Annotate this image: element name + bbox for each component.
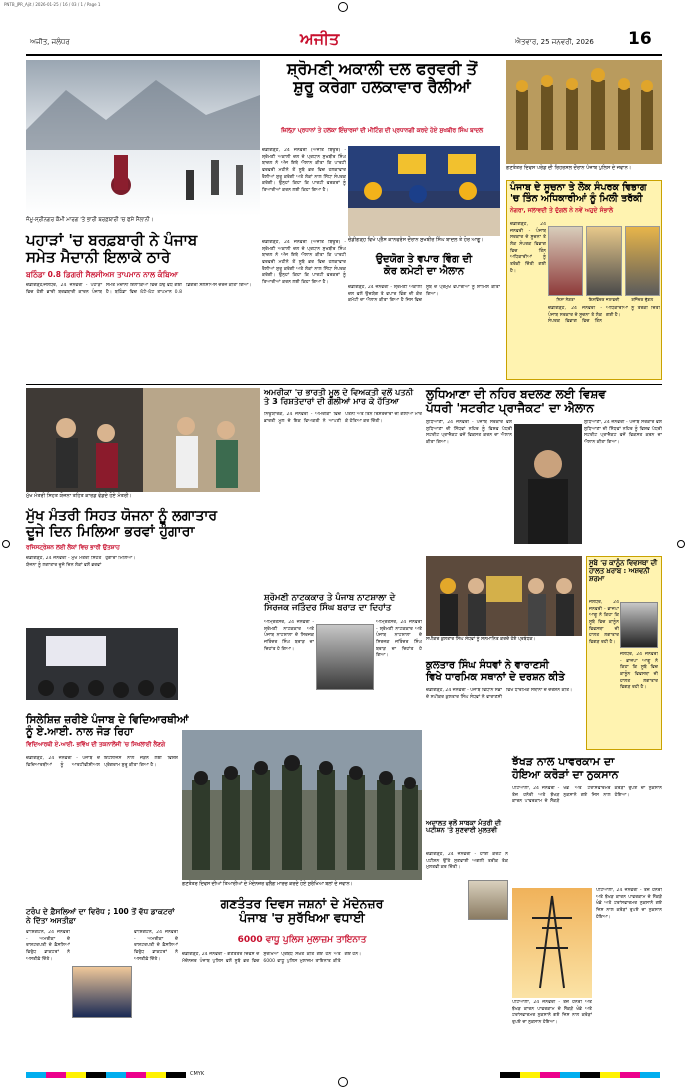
- education-scene: [26, 628, 178, 700]
- court-photo: [468, 880, 508, 920]
- diamond-headline-line1: ਅਮਰੀਕਾ 'ਚ ਭਾਰਤੀ ਮੂਲ ਦੇ ਵਿਅਕਤੀ ਵਲੋਂ ਪਤਨੀ: [264, 387, 414, 397]
- powercom-body-cont: ਪਟਿਆਲਾ, 24 ਜਨਵਰੀ - ਤੇਜ਼ ਹਨੇਰੀ ਅਤੇ ਝੱਖੜ ਕਾਰਨ ਪਾਵਰਕਾਮ ਦੇ ਸੈਂਕੜੇ ਖੰਭੇ ਅਤੇ ਟਰਾਂਸਫਾਰਮਰ ਨੁਕਸਾਨੇ ਗਏ ਜਿਸ ਨਾਲ ਕਰੋੜਾਂ ਰੁਪਏ ਦਾ ਨੁਕਸਾਨ ਹੋਇਆ।: [596, 888, 662, 920]
- cm-scheme-photo: [26, 388, 260, 492]
- snow-headline-line1: ਪਹਾੜਾਂ 'ਚ ਬਰਫ਼ਬਾਰੀ ਨੇ ਪੰਜਾਬ: [26, 231, 198, 249]
- masthead-title: ਅਜੀਤ: [300, 29, 340, 48]
- canal-photo: [514, 424, 582, 544]
- promotions-body-cont: ਚੰਡੀਗੜ੍ਹ, 24 ਜਨਵਰੀ - ਪੰਜਾਬ ਸਰਕਾਰ ਦੇ ਸੂਚਨਾ ਤੇ ਲੋਕ ਸੰਪਰਕ ਵਿਭਾਗ ਵਿਚ ਤਿੰਨ ਅਧਿਕਾਰੀਆਂ ਨੂੰ ਤਰੱਕੀ ਦਿੱਤੀ ਗਈ ਹੈ।: [548, 306, 660, 325]
- security-headline: [182, 897, 422, 926]
- trump-headline: ਟਰੰਪ ਦੇ ਫ਼ੈਸਲਿਆਂ ਦਾ ਵਿਰੋਧ ; 100 ਤੋਂ ਵੱਧ ਡਾਕਟਰਾਂ ਨੇ ਦਿੱਤਾ ਅਸਤੀਫ਼ਾ: [26, 907, 175, 925]
- canal-headline: [426, 388, 662, 416]
- cm-scheme-headline: [26, 508, 260, 540]
- education-subhead: ਵਿਦਿਆਰਥੀ ਏ.ਆਈ. ਭਵਿੱਖ ਦੀ ਤਕਨਾਲੋਜੀ 'ਚ ਸਿਖਲਾਈ ਲੈਣਗੇ: [26, 742, 166, 748]
- trump-photo: [72, 966, 132, 1018]
- registration-mark-icon: [2, 540, 10, 548]
- industry-headline-line1: ਉਦਯੋਗ ਤੇ ਵਪਾਰ ਵਿੰਗ ਦੀ: [375, 254, 473, 265]
- canal-body: ਲੁਧਿਆਣਾ, 24 ਜਨਵਰੀ - ਪੰਜਾਬ ਸਰਕਾਰ ਵਲੋਂ ਲੁਧਿਆਣਾ ਦੀ ਸਿੱਧਵਾਂ ਨਹਿਰ ਨੂੰ ਵਿਸ਼ਵ ਪੱਧਰੀ ਸਟਰੀਟ ਪ੍ਰਾਜੈਕਟ ਵਜੋਂ ਵਿਕਸਤ ਕਰਨ ਦਾ ਐਲਾਨ ਕੀਤਾ ਗਿਆ।: [426, 420, 512, 445]
- kultar-headline-line2: ਵਿਖੇ ਧਾਰਮਿਕ ਸਥਾਨਾਂ ਦੇ ਦਰਸ਼ਨ ਕੀਤੇ: [426, 671, 565, 683]
- security-subhead: 6000 ਵਾਧੂ ਪੁਲਿਸ ਮੁਲਾਜ਼ਮ ਤਾਇਨਾਤ: [237, 935, 367, 945]
- masthead-date: ਐਤਵਾਰ, 25 ਜਨਵਰੀ, 2026: [515, 38, 594, 46]
- security-headline-line1: ਗਣਤੰਤਰ ਦਿਵਸ ਜਸ਼ਨਾਂ ਦੇ ਮੱਦੇਨਜ਼ਰ: [220, 896, 384, 911]
- trump-body: ਵਾਸ਼ਿੰਗਟਨ, 24 ਜਨਵਰੀ - ਅਮਰੀਕਾ ਦੇ ਰਾਸ਼ਟਰਪਤੀ ਦੇ ਫ਼ੈਸਲਿਆਂ ਵਿਰੁੱਧ ਡਾਕਟਰਾਂ ਨੇ ਅਸਤੀਫ਼ੇ ਦਿੱਤੇ।: [26, 930, 70, 962]
- powercom-headline: [512, 756, 662, 781]
- canal-body-cont: ਲੁਧਿਆਣਾ, 24 ਜਨਵਰੀ - ਪੰਜਾਬ ਸਰਕਾਰ ਵਲੋਂ ਲੁਧਿਆਣਾ ਦੀ ਸਿੱਧਵਾਂ ਨਹਿਰ ਨੂੰ ਵਿਸ਼ਵ ਪੱਧਰੀ ਸਟਰੀਟ ਪ੍ਰਾਜੈਕਟ ਵਜੋਂ ਵਿਕਸਤ ਕਰਨ ਦਾ ਐਲਾਨ ਕੀਤਾ ਗਿਆ।: [584, 420, 662, 445]
- court-headline: ਅਦਾਲਤ ਵਲੋਂ ਸਾਬਕਾ ਮੰਤਰੀ ਦੀ ਪਟੀਸ਼ਨ 'ਤੇ ਸੁਣਵਾਈ ਮੁਲਤਵੀ: [426, 819, 502, 835]
- akali-body: ਚੰਡੀਗੜ੍ਹ, 24 ਜਨਵਰੀ (ਅਜੀਤ ਬਿਊਰੋ) - ਸ਼੍ਰੋਮਣੀ ਅਕਾਲੀ ਦਲ ਦੇ ਪ੍ਰਧਾਨ ਸੁਖਬੀਰ ਸਿੰਘ ਬਾਦਲ ਨੇ ਅੱਜ ਇਥੇ ਐਲਾਨ ਕੀਤਾ ਕਿ ਪਾਰਟੀ ਫਰਵਰੀ ਮਹੀਨੇ ਤੋਂ ਸੂਬੇ ਭਰ ਵਿਚ ਹਲਕਾਵਾਰ ਰੈਲੀਆਂ ਸ਼ੁਰੂ ਕਰੇਗੀ ਅਤੇ ਲੋਕਾਂ ਨਾਲ ਸਿੱਧਾ ਸੰਪਰਕ ਕਰੇਗੀ। ਉਨ੍ਹਾਂ ਕਿਹਾ ਕਿ ਪਾਰਟੀ ਵਰਕਰਾਂ ਨੂੰ ਤਿਆਰੀਆਂ ਕਰਨ ਲਈ ਕਿਹਾ ਗਿਆ ਹੈ।: [262, 148, 346, 193]
- akali-photo-caption: ਚੰਡੀਗੜ੍ਹ ਵਿਖੇ ਪ੍ਰੈੱਸ ਕਾਨਫਰੰਸ ਦੌਰਾਨ ਸੁਖਬੀਰ ਸਿੰਘ ਬਾਦਲ ਤੇ ਹੋਰ ਆਗੂ।: [348, 237, 484, 243]
- power-tower-icon: [512, 888, 592, 998]
- powercom-headline-line2: ਹੋਇਆ ਕਰੋੜਾਂ ਦਾ ਨੁਕਸਾਨ: [512, 767, 619, 781]
- powercom-body-cont2: ਪਟਿਆਲਾ, 24 ਜਨਵਰੀ - ਤੇਜ਼ ਹਨੇਰੀ ਅਤੇ ਝੱਖੜ ਕਾਰਨ ਪਾਵਰਕਾਮ ਦੇ ਸੈਂਕੜੇ ਖੰਭੇ ਅਤੇ ਟਰਾਂਸਫਾਰਮਰ ਨੁਕਸਾਨੇ ਗਏ ਜਿਸ ਨਾਲ ਕਰੋੜਾਂ ਰੁਪਏ ਦਾ ਨੁਕਸਾਨ ਹੋਇਆ।: [512, 1000, 592, 1025]
- masthead-rule: [26, 54, 662, 56]
- cm-scheme-headline-line1: ਮੁੱਖ ਮੰਤਰੀ ਸਿਹਤ ਯੋਜਨਾ ਨੂੰ ਲਗਾਤਾਰ: [26, 508, 218, 524]
- akali-photo: [348, 146, 500, 236]
- cm-scheme-body: ਚੰਡੀਗੜ੍ਹ, 24 ਜਨਵਰੀ - ਮੁੱਖ ਮੰਤਰੀ ਸਿਹਤ ਯੋਜਨਾ ਨੂੰ ਲਗਾਤਾਰ ਦੂਜੇ ਦਿਨ ਲੋਕਾਂ ਵਲੋਂ ਭਰਵਾਂ ਹੁੰਗਾਰਾ ਮਿਲਿਆ।: [26, 556, 136, 568]
- print-slug: PNTB_JPR_Ajit / 2026-01-25 / 16 / 03 / 1 / Page 1: [4, 2, 101, 7]
- security-body: ਚੰਡੀਗੜ੍ਹ, 24 ਜਨਵਰੀ - ਗਣਤੰਤਰ ਦਿਵਸ ਦੇ ਮੱਦੇਨਜ਼ਰ ਪੰਜਾਬ ਪੁਲਿਸ ਵਲੋਂ ਸੂਬੇ ਭਰ ਵਿਚ ਸੁਰੱਖਿਆ ਪ੍ਰਬੰਧ ਸਖ਼ਤ ਕੀਤੇ ਗਏ ਹਨ ਅਤੇ 6000 ਵਾਧੂ ਪੁਲਿਸ ਮੁਲਾਜ਼ਮ ਤਾਇਨਾਤ ਕੀਤੇ ਗਏ ਹਨ।: [182, 952, 362, 964]
- person-name: ਨਿਸ਼ਾ ਨੇਗਰਾ: [556, 297, 575, 302]
- powercom-body: ਪਟਿਆਲਾ, 24 ਜਨਵਰੀ - ਤੇਜ਼ ਹਨੇਰੀ ਅਤੇ ਝੱਖੜ ਕਾਰਨ ਪਾਵਰਕਾਮ ਦੇ ਸੈਂਕੜੇ ਖੰਭੇ ਅਤੇ ਟਰਾਂਸਫਾਰਮਰ ਨੁਕਸਾਨੇ ਗਏ ਜਿਸ ਨਾਲ ਕਰੋੜਾਂ ਰੁਪਏ ਦਾ ਨੁਕਸਾਨ ਹੋਇਆ।: [512, 786, 662, 805]
- promotions-subhead: ਨੇਗਰਾ, ਜਲਾਵਦੀ ਤੇ ਦੁੱਗਲ ਨੇ ਨਵੇਂ ਅਹੁਦੇ ਸੰਭਾਲੇ: [510, 207, 614, 214]
- diamond-headline-line2: ਤੇ 3 ਰਿਸ਼ਤੇਦਾਰਾਂ ਦੀ ਗੋਲੀਆਂ ਮਾਰ ਕੇ ਹੱਤਿਆ: [264, 396, 400, 407]
- promotions-headline: [510, 183, 660, 205]
- theatre-headline: [264, 594, 422, 614]
- canal-headline-line2: ਪੱਧਰੀ 'ਸਟਰੀਟ ਪ੍ਰਾਜੈਕਟ' ਦਾ ਐਲਾਨ: [426, 400, 594, 415]
- akali-body-cont: ਚੰਡੀਗੜ੍ਹ, 24 ਜਨਵਰੀ (ਅਜੀਤ ਬਿਊਰੋ) - ਸ਼੍ਰੋਮਣੀ ਅਕਾਲੀ ਦਲ ਦੇ ਪ੍ਰਧਾਨ ਸੁਖਬੀਰ ਸਿੰਘ ਬਾਦਲ ਨੇ ਅੱਜ ਇਥੇ ਐਲਾਨ ਕੀਤਾ ਕਿ ਪਾਰਟੀ ਫਰਵਰੀ ਮਹੀਨੇ ਤੋਂ ਸੂਬੇ ਭਰ ਵਿਚ ਹਲਕਾਵਾਰ ਰੈਲੀਆਂ ਸ਼ੁਰੂ ਕਰੇਗੀ ਅਤੇ ਲੋਕਾਂ ਨਾਲ ਸਿੱਧਾ ਸੰਪਰਕ ਕਰੇਗੀ। ਉਨ੍ਹਾਂ ਕਿਹਾ ਕਿ ਪਾਰਟੀ ਵਰਕਰਾਂ ਨੂੰ ਤਿਆਰੀਆਂ ਕਰਨ ਲਈ ਕਿਹਾ ਗਿਆ ਹੈ।: [262, 240, 346, 285]
- industry-body: ਚੰਡੀਗੜ੍ਹ, 24 ਜਨਵਰੀ - ਸ਼੍ਰੋਮਣੀ ਅਕਾਲੀ ਦਲ ਵਲੋਂ ਉਦਯੋਗ ਤੇ ਵਪਾਰ ਵਿੰਗ ਦੀ ਕੋਰ ਕਮੇਟੀ ਦਾ ਐਲਾਨ ਕੀਤਾ ਗਿਆ ਹੈ ਜਿਸ ਵਿਚ ਸੂਬੇ ਦੇ ਪ੍ਰਮੁੱਖ ਵਪਾਰੀਆਂ ਨੂੰ ਸ਼ਾਮਿਲ ਕੀਤਾ ਗਿਆ।: [348, 285, 500, 304]
- masthead-left: ਅਜੀਤ, ਜਲੰਧਰ: [30, 38, 70, 46]
- person-name: ਰਜਿੰਦਰ ਦੁੱਗਲ: [631, 297, 654, 302]
- portrait: [625, 226, 660, 296]
- aman-arora-body-cont: ਜਲੰਧਰ, 24 ਜਨਵਰੀ - ਭਾਜਪਾ ਆਗੂ ਨੇ ਕਿਹਾ ਕਿ ਸੂਬੇ ਵਿਚ ਕਾਨੂੰਨ ਵਿਵਸਥਾ ਦੀ ਹਾਲਤ ਲਗਾਤਾਰ ਵਿਗੜ ਰਹੀ ਹੈ।: [620, 652, 658, 691]
- snow-body: ਚੰਡੀਗੜ੍ਹ/ਜਲੰਧਰ, 24 ਜਨਵਰੀ - ਪਹਾੜਾਂ ਵਿਚ ਹੋਈ ਭਾਰੀ ਬਰਫ਼ਬਾਰੀ ਕਾਰਨ ਪੰਜਾਬ ਸਮੇਤ ਮੈਦਾਨੀ ਇਲਾਕਿਆਂ ਵਿਚ ਠੰਢ ਵਧ ਗਈ ਹੈ। ਬਠਿੰਡਾ ਵਿਚ ਘੱਟੋ-ਘੱਟ ਤਾਪਮਾਨ 0.8 ਡਿਗਰੀ ਸੈਲਸੀਅਸ ਦਰਜ ਕੀਤਾ ਗਿਆ।: [26, 283, 252, 295]
- registration-mark-icon: [338, 1077, 348, 1087]
- registration-mark-icon: [677, 540, 685, 548]
- promotions-portraits: [548, 226, 660, 296]
- kultar-headline: [426, 660, 582, 683]
- snow-headline: [26, 232, 262, 267]
- kultar-headline-line1: ਕੁਲਤਾਰ ਸਿੰਘ ਸੰਧਵਾਂ ਨੇ ਵਾਰਾਣਸੀ: [426, 660, 549, 671]
- snow-scene: [26, 60, 260, 216]
- theatre-body-cont: ਅੰਮ੍ਰਿਤਸਰ, 24 ਜਨਵਰੀ - ਸ਼੍ਰੋਮਣੀ ਨਾਟਕਕਾਰ ਅਤੇ ਪੰਜਾਬ ਨਾਟਸ਼ਾਲਾ ਦੇ ਸਿਰਜਕ ਜਤਿੰਦਰ ਸਿੰਘ ਬਰਾੜ ਦਾ ਦਿਹਾਂਤ ਹੋ ਗਿਆ।: [376, 620, 422, 659]
- portrait: [586, 226, 621, 296]
- promotions-headline-line2: 'ਚ ਤਿੰਨ ਅਧਿਕਾਰੀਆਂ ਨੂੰ ਮਿਲੀ ਤਰੱਕੀ: [510, 192, 643, 204]
- powercom-photo: [512, 888, 592, 998]
- court-body: ਚੰਡੀਗੜ੍ਹ, 24 ਜਨਵਰੀ - ਹਾਈ ਕੋਰਟ ਨੇ ਪਟੀਸ਼ਨ ਉੱਤੇ ਸੁਣਵਾਈ ਅਗਲੀ ਤਰੀਕ ਤੱਕ ਮੁਲਤਵੀ ਕਰ ਦਿੱਤੀ।: [426, 852, 508, 871]
- page-number: 16: [628, 29, 652, 49]
- education-photo: [26, 628, 178, 700]
- portrait: [548, 226, 583, 296]
- trump-body-cont: ਵਾਸ਼ਿੰਗਟਨ, 24 ਜਨਵਰੀ - ਅਮਰੀਕਾ ਦੇ ਰਾਸ਼ਟਰਪਤੀ ਦੇ ਫ਼ੈਸਲਿਆਂ ਵਿਰੁੱਧ ਡਾਕਟਰਾਂ ਨੇ ਅਸਤੀਫ਼ੇ ਦਿੱਤੇ।: [134, 930, 178, 962]
- akali-subhead: ਜ਼ਿਲ੍ਹਾ ਪ੍ਰਧਾਨਾਂ ਤੇ ਹਲਕਾ ਇੰਚਾਰਜਾਂ ਦੀ ਮੀਟਿੰਗ ਦੀ ਪ੍ਰਧਾਨਗੀ ਕਰਦੇ ਹੋਏ ਸੁਖਬੀਰ ਸਿੰਘ ਬਾਦਲ: [280, 128, 484, 134]
- diamond-headline: [264, 388, 422, 407]
- registration-mark-icon: [338, 2, 348, 12]
- kultar-body: ਚੰਡੀਗੜ੍ਹ, 24 ਜਨਵਰੀ - ਪੰਜਾਬ ਵਿਧਾਨ ਸਭਾ ਦੇ ਸਪੀਕਰ ਕੁਲਤਾਰ ਸਿੰਘ ਸੰਧਵਾਂ ਨੇ ਵਾਰਾਣਸੀ ਵਿਖੇ ਧਾਰਮਿਕ ਸਥਾਨਾਂ ਦੇ ਦਰਸ਼ਨ ਕੀਤੇ।: [426, 688, 573, 700]
- kultar-photo-caption: ਸਪੀਕਰ ਕੁਲਤਾਰ ਸਿੰਘ ਸੰਧਵਾਂ ਨੂੰ ਸਨਮਾਨਿਤ ਕਰਦੇ ਹੋਏ ਪ੍ਰਬੰਧਕ।: [426, 637, 536, 642]
- snow-photo: [26, 60, 260, 216]
- police-photo-scene: [506, 60, 662, 164]
- theatre-portrait: [316, 624, 374, 690]
- kultar-photo-scene: [426, 556, 582, 636]
- akali-headline: [262, 60, 502, 97]
- promotions-body: ਚੰਡੀਗੜ੍ਹ, 24 ਜਨਵਰੀ - ਪੰਜਾਬ ਸਰਕਾਰ ਦੇ ਸੂਚਨਾ ਤੇ ਲੋਕ ਸੰਪਰਕ ਵਿਭਾਗ ਵਿਚ ਤਿੰਨ ਅਧਿਕਾਰੀਆਂ ਨੂੰ ਤਰੱਕੀ ਦਿੱਤੀ ਗਈ ਹੈ।: [510, 222, 546, 274]
- aman-arora-body: ਜਲੰਧਰ, 24 ਜਨਵਰੀ - ਭਾਜਪਾ ਆਗੂ ਨੇ ਕਿਹਾ ਕਿ ਸੂਬੇ ਵਿਚ ਕਾਨੂੰਨ ਵਿਵਸਥਾ ਦੀ ਹਾਲਤ ਲਗਾਤਾਰ ਵਿਗੜ ਰਹੀ ਹੈ।: [589, 600, 619, 645]
- police-photo-caption: ਗਣਤੰਤਰ ਦਿਵਸ ਪਰੇਡ ਦੀ ਰਿਹਰਸਲ ਦੌਰਾਨ ਪੰਜਾਬ ਪੁਲਿਸ ਦੇ ਜਵਾਨ।: [506, 165, 632, 171]
- cm-scheme-headline-line2: ਦੂਜੇ ਦਿਨ ਮਿਲਿਆ ਭਰਵਾਂ ਹੁੰਗਾਰਾ: [26, 524, 195, 541]
- education-headline-line1: ਸਿਲੇਸ਼ਿਜ਼ ਜ਼ਰੀਏ ਪੰਜਾਬ ਦੇ ਵਿਦਿਆਰਥੀਆਂ: [26, 714, 189, 726]
- theatre-body: ਅੰਮ੍ਰਿਤਸਰ, 24 ਜਨਵਰੀ - ਸ਼੍ਰੋਮਣੀ ਨਾਟਕਕਾਰ ਅਤੇ ਪੰਜਾਬ ਨਾਟਸ਼ਾਲਾ ਦੇ ਸਿਰਜਕ ਜਤਿੰਦਰ ਸਿੰਘ ਬਰਾੜ ਦਾ ਦਿਹਾਂਤ ਹੋ ਗਿਆ।: [264, 620, 314, 652]
- person-name: ਇਸ਼ਵਿੰਦਰ ਜਲਾਵਦੀ: [588, 297, 620, 302]
- kultar-photo: [426, 556, 582, 636]
- cmyk-color-bar: [500, 1072, 660, 1078]
- canal-headline-line1: ਲੁਧਿਆਣਾ ਦੀ ਨਹਿਰ ਬਦਲਣ ਲਈ ਵਿਸ਼ਵ: [426, 387, 606, 401]
- cm-scheme-caption: ਮੁੱਖ ਮੰਤਰੀ ਸਿਹਤ ਯੋਜਨਾ ਤਹਿਤ ਕਾਰਡ ਵੰਡਦੇ ਹੋਏ ਮੰਤਰੀ।: [26, 493, 132, 499]
- snow-headline-line2: ਸਮੇਤ ਮੈਦਾਨੀ ਇਲਾਕੇ ਠਾਰੇ: [26, 248, 171, 267]
- industry-headline-line2: ਕੋਰ ਕਮੇਟੀ ਦਾ ਐਲਾਨ: [383, 265, 465, 277]
- canal-photo-scene: [514, 424, 582, 544]
- education-headline-line2: ਨੂੰ ਏ.ਆਈ. ਨਾਲ ਜੋੜ ਰਿਹਾ: [26, 726, 134, 739]
- snow-photo-caption: ਜੰਮੂ-ਸ੍ਰੀਨਗਰ ਕੌਮੀ ਮਾਰਗ 'ਤੇ ਭਾਰੀ ਬਰਫ਼ਬਾਰੀ 'ਚ ਫਸੇ ਸੈਲਾਨੀ।: [26, 217, 154, 223]
- promotions-names: [548, 297, 660, 302]
- powercom-headline-line1: ਝੱਖੜ ਨਾਲ ਪਾਵਰਕਾਮ ਦਾ: [512, 755, 615, 768]
- flag-march-photo: [182, 730, 422, 880]
- flag-march-scene: [182, 730, 422, 880]
- cm-scheme-subhead: ਰਜਿਸਟ੍ਰੇਸ਼ਨ ਲਈ ਲੋਕਾਂ ਵਿਚ ਭਾਰੀ ਉਤਸ਼ਾਹ: [26, 545, 120, 551]
- footer-marks: CMYK: [190, 1071, 205, 1077]
- cm-scheme-scene: [26, 388, 260, 492]
- theatre-headline-line2: ਸਿਰਜਕ ਜਤਿੰਦਰ ਸਿੰਘ ਬਰਾੜ ਦਾ ਦਿਹਾਂਤ: [264, 602, 392, 613]
- snow-subhead: ਬਠਿੰਡਾ 0.8 ਡਿਗਰੀ ਸੈਲਸੀਅਸ ਤਾਪਮਾਨ ਨਾਲ ਕੰਬਿਆ: [26, 270, 178, 279]
- diamond-body: ਨਿਊਯਾਰਕ, 24 ਜਨਵਰੀ - ਅਮਰੀਕਾ ਵਿਚ ਭਾਰਤੀ ਮੂਲ ਦੇ ਇਕ ਵਿਅਕਤੀ ਨੇ ਆਪਣੀ ਪਤਨੀ ਅਤੇ ਤਿੰਨ ਰਿਸ਼ਤੇਦਾਰਾਂ ਦੀ ਗੋਲੀਆਂ ਮਾਰ ਕੇ ਹੱਤਿਆ ਕਰ ਦਿੱਤੀ।: [264, 412, 422, 424]
- aman-arora-portrait: [620, 602, 658, 648]
- police-photo: [506, 60, 662, 164]
- theatre-headline-line1: ਸ਼੍ਰੋਮਣੀ ਨਾਟਕਕਾਰ ਤੇ ਪੰਜਾਬ ਨਾਟਸ਼ਾਲਾ ਦੇ: [264, 593, 396, 603]
- akali-headline-line1: ਸ਼੍ਰੋਮਣੀ ਅਕਾਲੀ ਦਲ ਫਰਵਰੀ ਤੋਂ: [286, 59, 478, 78]
- promotions-headline-line1: ਪੰਜਾਬ ਦੇ ਸੂਚਨਾ ਤੇ ਲੋਕ ਸੰਪਰਕ ਵਿਭਾਗ: [510, 182, 647, 193]
- education-body: ਚੰਡੀਗੜ੍ਹ, 24 ਜਨਵਰੀ - ਪੰਜਾਬ ਦੇ ਵਿਦਿਆਰਥੀਆਂ ਨੂੰ ਆਰਟੀਫੀਸ਼ੀਅਲ ਇੰਟੈਲੀਜੈਂਸ ਨਾਲ ਜੋੜਨ ਲਈ ਵਿਸ਼ੇਸ਼ ਪ੍ਰੋਗਰਾਮ ਸ਼ੁਰੂ ਕੀਤਾ ਗਿਆ ਹੈ।: [26, 756, 178, 768]
- akali-photo-scene: [348, 146, 500, 236]
- akali-headline-line2: ਸ਼ੁਰੂ ਕਰੇਗਾ ਹਲਕਾਵਾਰ ਰੈਲੀਆਂ: [293, 77, 471, 97]
- industry-headline: [348, 254, 500, 277]
- cmyk-color-bar: [26, 1072, 186, 1078]
- section-rule: [26, 384, 662, 385]
- flag-march-caption: ਗਣਤੰਤਰ ਦਿਵਸ ਦੀਆਂ ਤਿਆਰੀਆਂ ਦੇ ਮੱਦੇਨਜ਼ਰ ਫਲੈਗ ਮਾਰਚ ਕਰਦੇ ਹੋਏ ਸੁਰੱਖਿਆ ਬਲਾਂ ਦੇ ਜਵਾਨ।: [182, 882, 353, 887]
- aman-arora-headline: ਸੂਬੇ 'ਚ ਕਾਨੂੰਨ ਵਿਵਸਥਾ ਦੀ ਹਾਲਤ ਖ਼ਰਾਬ : ਅਸ਼ਵਨੀ ਸ਼ਰਮਾ: [589, 559, 658, 583]
- security-headline-line2: ਪੰਜਾਬ 'ਚ ਸੁਰੱਖਿਆ ਵਧਾਈ: [239, 910, 365, 926]
